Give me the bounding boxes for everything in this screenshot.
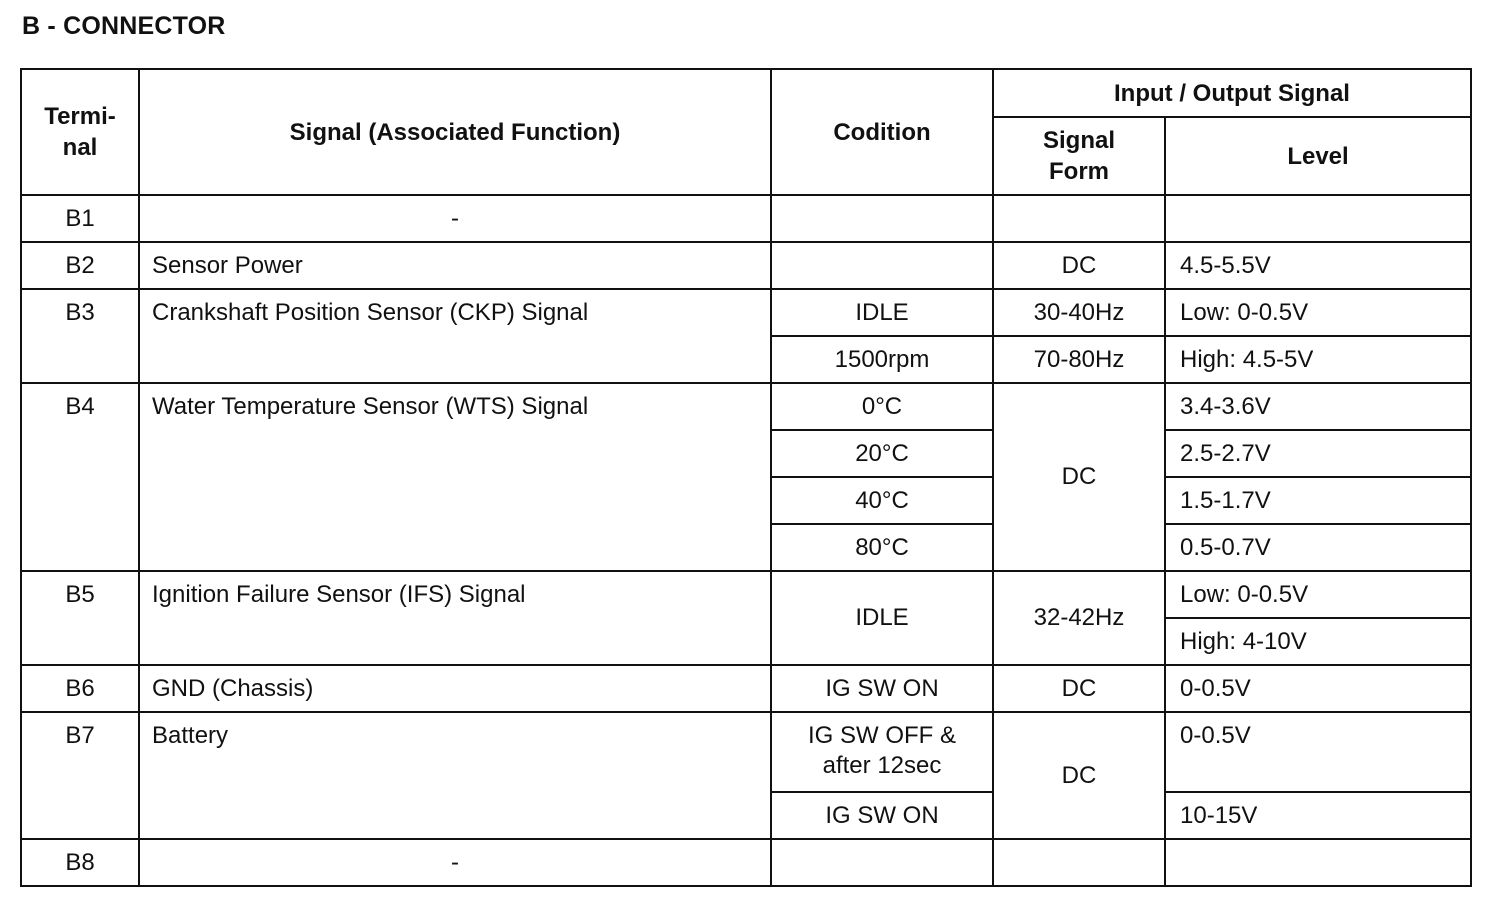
condition-cell: IDLE xyxy=(771,289,993,336)
terminal-cell: B8 xyxy=(21,839,139,886)
level-cell: High: 4.5-5V xyxy=(1165,336,1471,383)
level-cell: 0-0.5V xyxy=(1165,665,1471,712)
signal-cell: - xyxy=(139,839,771,886)
signal-cell: Sensor Power xyxy=(139,242,771,289)
terminal-cell: B1 xyxy=(21,195,139,242)
condition-cell: 1500rpm xyxy=(771,336,993,383)
header-signal: Signal (Associated Function) xyxy=(139,69,771,195)
level-cell xyxy=(1165,195,1471,242)
signal-form-cell xyxy=(993,839,1165,886)
signal-cell: Battery xyxy=(139,712,771,839)
level-cell: Low: 0-0.5V xyxy=(1165,289,1471,336)
level-cell: 4.5-5.5V xyxy=(1165,242,1471,289)
level-cell: 3.4-3.6V xyxy=(1165,383,1471,430)
condition-cell: IDLE xyxy=(771,571,993,665)
header-level: Level xyxy=(1165,117,1471,195)
condition-cell: 0°C xyxy=(771,383,993,430)
signal-form-cell: DC xyxy=(993,242,1165,289)
signal-form-cell: DC xyxy=(993,665,1165,712)
signal-form-cell xyxy=(993,195,1165,242)
level-cell: 0-0.5V xyxy=(1165,712,1471,792)
table-row xyxy=(21,383,1471,430)
condition-cell xyxy=(771,195,993,242)
level-cell: 1.5-1.7V xyxy=(1165,477,1471,524)
condition-cell: 40°C xyxy=(771,477,993,524)
table-row xyxy=(21,712,1471,792)
page-title: B - CONNECTOR xyxy=(22,12,226,40)
terminal-cell: B2 xyxy=(21,242,139,289)
signal-form-cell: 70-80Hz xyxy=(993,336,1165,383)
condition-cell xyxy=(771,242,993,289)
terminal-cell: B5 xyxy=(21,571,139,665)
header-signal-form: Signal Form xyxy=(993,117,1165,195)
terminal-cell: B6 xyxy=(21,665,139,712)
header-terminal: Termi- nal xyxy=(21,69,139,195)
header-condition: Codition xyxy=(771,69,993,195)
table-row xyxy=(21,242,1471,289)
signal-cell: - xyxy=(139,195,771,242)
table-row xyxy=(21,839,1471,886)
signal-cell: Ignition Failure Sensor (IFS) Signal xyxy=(139,571,771,665)
condition-cell: 20°C xyxy=(771,430,993,477)
condition-cell: IG SW OFF & after 12sec xyxy=(771,712,993,792)
header-row xyxy=(21,69,1471,117)
header-io-signal: Input / Output Signal xyxy=(993,69,1471,117)
terminal-cell: B3 xyxy=(21,289,139,383)
level-cell: High: 4-10V xyxy=(1165,618,1471,665)
condition-cell: IG SW ON xyxy=(771,792,993,839)
signal-form-cell: 30-40Hz xyxy=(993,289,1165,336)
table-row xyxy=(21,289,1471,336)
level-cell: Low: 0-0.5V xyxy=(1165,571,1471,618)
level-cell: 10-15V xyxy=(1165,792,1471,839)
signal-form-cell: 32-42Hz xyxy=(993,571,1165,665)
connector-table xyxy=(20,68,1472,887)
level-cell: 0.5-0.7V xyxy=(1165,524,1471,571)
terminal-cell: B7 xyxy=(21,712,139,839)
table-row xyxy=(21,571,1471,618)
condition-cell: IG SW ON xyxy=(771,665,993,712)
signal-cell: GND (Chassis) xyxy=(139,665,771,712)
table-row xyxy=(21,665,1471,712)
level-cell: 2.5-2.7V xyxy=(1165,430,1471,477)
signal-cell: Crankshaft Position Sensor (CKP) Signal xyxy=(139,289,771,383)
signal-form-cell: DC xyxy=(993,712,1165,839)
signal-form-cell: DC xyxy=(993,383,1165,571)
table-row xyxy=(21,195,1471,242)
terminal-cell: B4 xyxy=(21,383,139,571)
level-cell xyxy=(1165,839,1471,886)
condition-cell xyxy=(771,839,993,886)
condition-cell: 80°C xyxy=(771,524,993,571)
signal-cell: Water Temperature Sensor (WTS) Signal xyxy=(139,383,771,571)
